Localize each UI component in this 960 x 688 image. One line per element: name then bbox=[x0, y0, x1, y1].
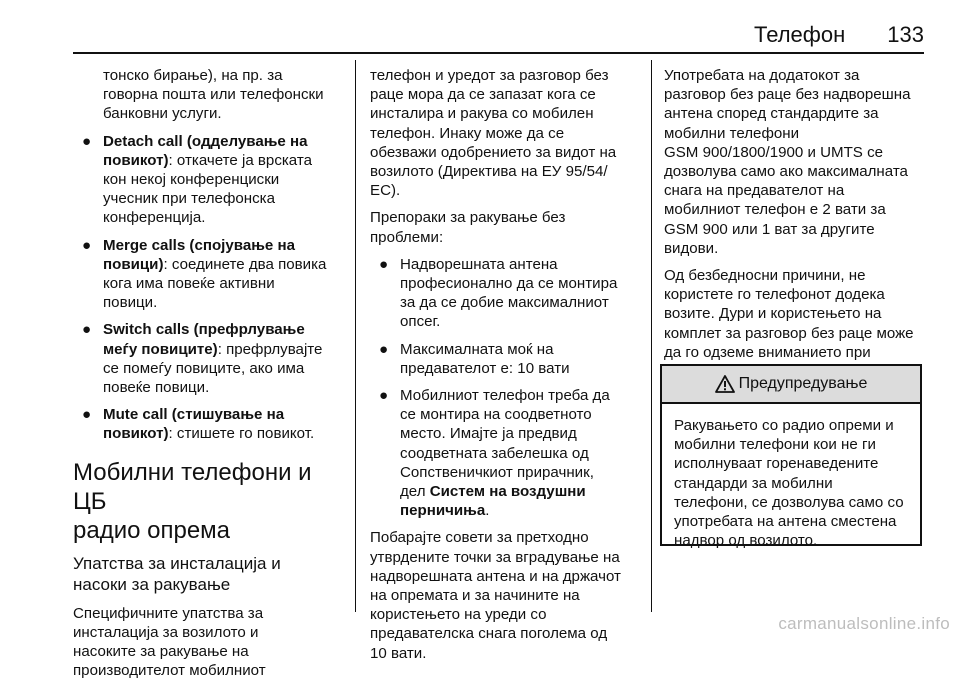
text-line: инсталација за возилото и bbox=[73, 623, 259, 641]
text-line: проблеми: bbox=[370, 228, 444, 246]
text-line: исполнуваат горенаведените bbox=[674, 455, 879, 473]
bullet-title: Mute call (стишување на bbox=[103, 406, 285, 424]
text-line: користењето на уреди со bbox=[370, 606, 547, 624]
bullet-text: : соединете два повика bbox=[163, 255, 327, 273]
column-2 bbox=[370, 66, 646, 671]
bullet-dot: ● bbox=[379, 255, 389, 273]
text-line: телефон и уредот за разговор без bbox=[370, 67, 609, 84]
text-line: говорна пошта или телефонски bbox=[103, 86, 324, 104]
bullet-dot: ● bbox=[379, 387, 389, 405]
watermark: carmanualsonline.info bbox=[778, 614, 950, 633]
bullet-text: за да се добие максималниот bbox=[400, 294, 609, 312]
text-line: мобилни телефони кои не ги bbox=[674, 436, 876, 454]
text-line: GSM 900/1800/1900 и UMTS се bbox=[664, 143, 884, 161]
bullet-switch-calls bbox=[73, 320, 349, 397]
paragraph bbox=[73, 604, 349, 681]
column-divider-1 bbox=[355, 60, 356, 612]
text-line: инсталира и ракува со мобилен bbox=[370, 105, 594, 123]
text-line: телефони, се дозволува само со bbox=[674, 493, 904, 511]
bullet-text: се монтира на соодветното bbox=[400, 406, 592, 424]
text-line: стандарди за мобилни bbox=[674, 474, 833, 492]
text-line: Препораки за ракување без bbox=[370, 209, 566, 227]
bullet-text: . bbox=[485, 502, 490, 520]
text-line: користете го телефонот додека bbox=[664, 286, 885, 304]
text-line: тонско бирање), на пр. за bbox=[103, 67, 283, 84]
bullet-text: се помеѓу повиците, ако има bbox=[103, 359, 305, 377]
text-line: Употребата на додатокот за bbox=[664, 67, 860, 84]
text-line: EC). bbox=[370, 182, 401, 200]
airbag-system-link: Систем на воздушни bbox=[429, 483, 586, 501]
text-line: предавателска снага поголема од bbox=[370, 625, 608, 643]
page-header bbox=[754, 22, 924, 52]
text-line: дозволува само ако максималната bbox=[664, 163, 908, 181]
paragraph bbox=[370, 208, 646, 246]
bullet-dot: ● bbox=[82, 321, 92, 339]
text-line: употребата на антена сместена bbox=[674, 513, 897, 531]
header-rule bbox=[73, 52, 924, 54]
bullet-text: повеќе повици. bbox=[103, 379, 210, 397]
warning-title: Предупредување bbox=[738, 375, 868, 392]
bullet-text: повици. bbox=[103, 294, 158, 312]
column-1 bbox=[73, 66, 349, 688]
text-line: производителот мобилниот bbox=[73, 662, 266, 680]
bullet-antenna bbox=[370, 255, 646, 332]
text-line: Специфичните упатства за bbox=[73, 604, 264, 622]
bullet-title: повици) bbox=[103, 255, 164, 273]
bullet-mounting bbox=[370, 386, 646, 520]
text-line: надвор од возилото. bbox=[674, 532, 818, 550]
heading-line: радио опрема bbox=[73, 516, 231, 544]
bullet-title: Merge calls (спојување на bbox=[103, 236, 296, 254]
text-line: насоките за ракување на bbox=[73, 643, 249, 661]
bullet-detach-call bbox=[73, 132, 349, 228]
bullet-title: повикот) bbox=[103, 425, 169, 443]
text-line: на опремата и за начините на bbox=[370, 587, 580, 605]
text-line: GSM 900 или 1 ват за другите bbox=[664, 220, 875, 238]
text-line: комплет за разговор без раце може bbox=[664, 324, 914, 342]
paragraph bbox=[370, 528, 646, 662]
bullet-text: кога има повеќе активни bbox=[103, 275, 275, 293]
bullet-text: : стишете го повикот. bbox=[168, 425, 315, 443]
subheading-line: насоки за ракување bbox=[73, 574, 231, 594]
intro-continuation bbox=[73, 66, 349, 124]
bullet-text: Мобилниот телефон треба да bbox=[400, 387, 610, 405]
bullet-dot: ● bbox=[82, 132, 92, 150]
paragraph bbox=[370, 66, 646, 200]
warning-header bbox=[662, 366, 920, 404]
bullet-text: конференција. bbox=[103, 209, 206, 227]
bullet-dot: ● bbox=[82, 236, 92, 254]
bullet-dot: ● bbox=[379, 340, 389, 358]
bullet-max-power bbox=[370, 340, 646, 378]
bullet-text: предавателот е: 10 вати bbox=[400, 359, 570, 377]
text-line: возите. Дури и користењето на bbox=[664, 305, 882, 323]
text-line: Побарајте совети за претходно bbox=[370, 529, 589, 547]
bullet-text: дел bbox=[400, 483, 430, 501]
column-divider-2 bbox=[651, 60, 652, 612]
bullet-title: меѓу повиците) bbox=[103, 340, 218, 358]
bullet-dot: ● bbox=[82, 406, 92, 424]
bullet-text: соодветната забелешка од bbox=[400, 444, 589, 462]
bullet-title: Detach call (одделување на bbox=[103, 132, 308, 150]
text-line: банковни услуги. bbox=[103, 105, 222, 123]
text-line: мобилниот телефон е 2 вати за bbox=[664, 201, 886, 219]
bullet-text: Максималната моќ на bbox=[400, 340, 554, 358]
warning-triangle-icon bbox=[715, 375, 735, 393]
bullet-merge-calls bbox=[73, 236, 349, 313]
bullet-mute-call bbox=[73, 405, 349, 443]
column-3 bbox=[664, 66, 926, 389]
warning-body bbox=[662, 404, 920, 550]
heading-line: Мобилни телефони и ЦБ bbox=[73, 458, 312, 515]
text-line: да го одземе вниманието при bbox=[664, 343, 871, 361]
warning-box bbox=[660, 364, 922, 550]
bullet-title: повикот) bbox=[103, 151, 169, 169]
section-title: Телефон bbox=[754, 22, 846, 47]
bullet-text: учесник при телефонска bbox=[103, 190, 275, 208]
bullet-title: Switch calls (префрлување bbox=[103, 321, 305, 339]
text-line: разговор без раце без надворешна bbox=[664, 86, 911, 104]
text-line: утврдените точки за вградување на bbox=[370, 548, 620, 566]
text-line: видови. bbox=[664, 239, 719, 257]
bullet-text: Сопственичкиот прирачник, bbox=[400, 463, 594, 481]
text-line: 10 вати. bbox=[370, 644, 427, 662]
bullet-text: Надворешната антена bbox=[400, 255, 558, 273]
text-line: Од безбедносни причини, не bbox=[664, 267, 866, 285]
text-line: телефон. Инаку може да се bbox=[370, 124, 565, 142]
text-line: возилото (Директива на ЕУ 95/54/ bbox=[370, 163, 608, 181]
bullet-text: професионално да се монтира bbox=[400, 275, 618, 293]
text-line: антена според стандардите за bbox=[664, 105, 879, 123]
bullet-text: место. Имајте ја предвид bbox=[400, 425, 577, 443]
page-number: 133 bbox=[887, 22, 924, 47]
bullet-text: : откачете ја врската bbox=[168, 151, 313, 169]
section-heading bbox=[73, 458, 349, 545]
text-line: снага на предавателот на bbox=[664, 182, 845, 200]
text-line: мобилни телефони bbox=[664, 124, 800, 142]
bullet-text: кон некој конференциски bbox=[103, 171, 280, 189]
bullet-text: : префрлувајте bbox=[217, 340, 323, 358]
text-line: надворешната антена и на држачот bbox=[370, 567, 621, 585]
subheading-line: Упатства за инсталација и bbox=[73, 553, 281, 573]
airbag-system-link: перничиња bbox=[400, 502, 486, 520]
text-line: раце мора да се запазат кога се bbox=[370, 86, 596, 104]
subsection-heading bbox=[73, 553, 349, 595]
text-line: Ракувањето со радио опреми и bbox=[674, 417, 894, 434]
paragraph bbox=[664, 66, 926, 258]
bullet-text: опсег. bbox=[400, 313, 441, 331]
text-line: обезважи одобрението за видот на bbox=[370, 143, 617, 161]
